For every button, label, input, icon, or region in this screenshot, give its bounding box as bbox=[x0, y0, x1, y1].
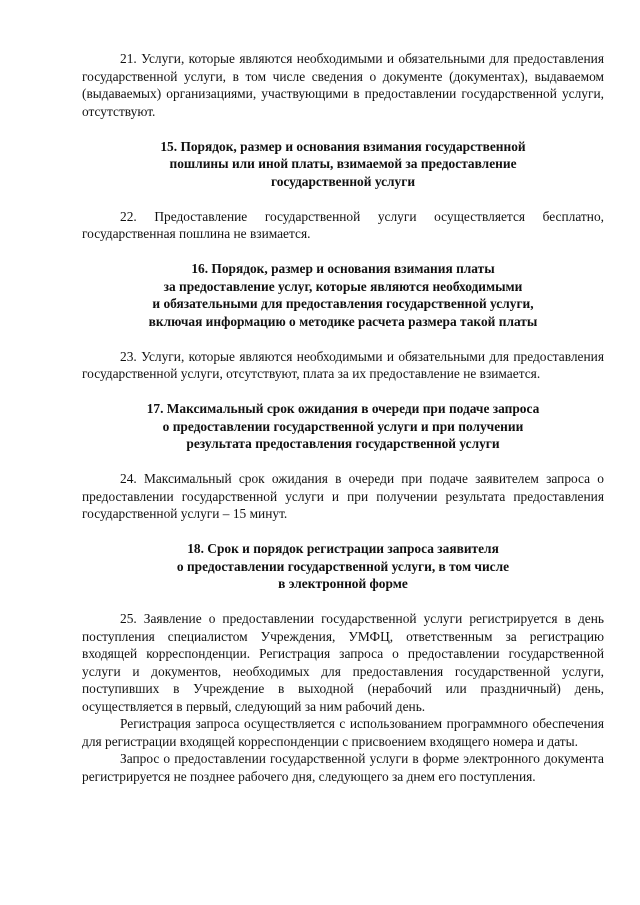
heading-section-16 bbox=[82, 260, 604, 330]
paragraph-21: 21. Услуги, которые являются необходимыми и обязательными для предоставления государственной услуги, в том числе сведения о документе (документах), выдаваемом (выдаваемых) организациями, участвующими в предоставлении государственной услуги, отсутствуют. bbox=[82, 51, 604, 119]
heading-line: 16. Порядок, размер и основания взимания платы bbox=[191, 261, 495, 276]
paragraph-25: 25. Заявление о предоставлении государственной услуги регистрируется в день поступления специалистом Учреждения, УМФЦ, ответственным за регистрацию входящей корреспонденции. Регистрация запроса о предоставлении государственной услуги и документов, необходимых для предоставления государственной услуги, поступивших в Учреждение в выходной (нерабочий или праздничный) день, осуществляется в первый, следующий за ним рабочий день. bbox=[82, 611, 604, 714]
spacer bbox=[82, 243, 604, 261]
paragraph-25-electronic: Запрос о предоставлении государственной услуги в форме электронного документа регистрируется не позднее рабочего дня, следующего за днем его поступления. bbox=[82, 751, 604, 784]
paragraph-25-registration: Регистрация запроса осуществляется с использованием программного обеспечения для регистрации входящей корреспонденции с присвоением входящего номера и даты. bbox=[82, 716, 604, 749]
heading-line: государственной услуги bbox=[270, 173, 416, 189]
paragraph-22: 22. Предоставление государственной услуги осуществляется бесплатно, государственная пошлина не взимается. bbox=[82, 208, 604, 241]
spacer bbox=[82, 523, 604, 541]
heading-line: о предоставлении государственной услуги и при получении bbox=[162, 418, 524, 434]
heading-section-17 bbox=[82, 400, 604, 453]
spacer bbox=[82, 593, 604, 611]
heading-line: пошлины или иной платы, взимаемой за предоставление bbox=[169, 156, 517, 171]
heading-line: 18. Срок и порядок регистрации запроса заявителя bbox=[187, 541, 499, 556]
spacer bbox=[82, 330, 604, 348]
heading-line: о предоставлении государственной услуги, в том числе bbox=[176, 558, 510, 574]
heading-line: 17. Максимальный срок ожидания в очереди при подаче запроса bbox=[146, 401, 540, 416]
heading-line: 15. Порядок, размер и основания взимания государственной bbox=[160, 138, 526, 154]
heading-line: за предоставление услуг, которые являются необходимыми bbox=[163, 278, 523, 294]
spacer bbox=[82, 120, 604, 138]
paragraph-24: 24. Максимальный срок ожидания в очереди при подаче заявителем запроса о предоставлении государственной услуги и при получении результата предоставления государственной услуги – 15 минут. bbox=[82, 471, 604, 521]
paragraph-23: 23. Услуги, которые являются необходимыми и обязательными для предоставления государственной услуги, отсутствуют, плата за их предоставление не взимается. bbox=[82, 348, 604, 381]
spacer bbox=[82, 383, 604, 401]
heading-section-18 bbox=[82, 540, 604, 593]
heading-line: включая информацию о методике расчета размера такой платы bbox=[148, 313, 538, 329]
heading-line: результата предоставления государственной услуги bbox=[186, 436, 500, 451]
heading-section-15 bbox=[82, 138, 604, 191]
heading-line: в электронной форме bbox=[278, 576, 408, 591]
heading-line: и обязательными для предоставления государственной услуги, bbox=[152, 296, 534, 311]
spacer bbox=[82, 190, 604, 208]
spacer bbox=[82, 453, 604, 471]
